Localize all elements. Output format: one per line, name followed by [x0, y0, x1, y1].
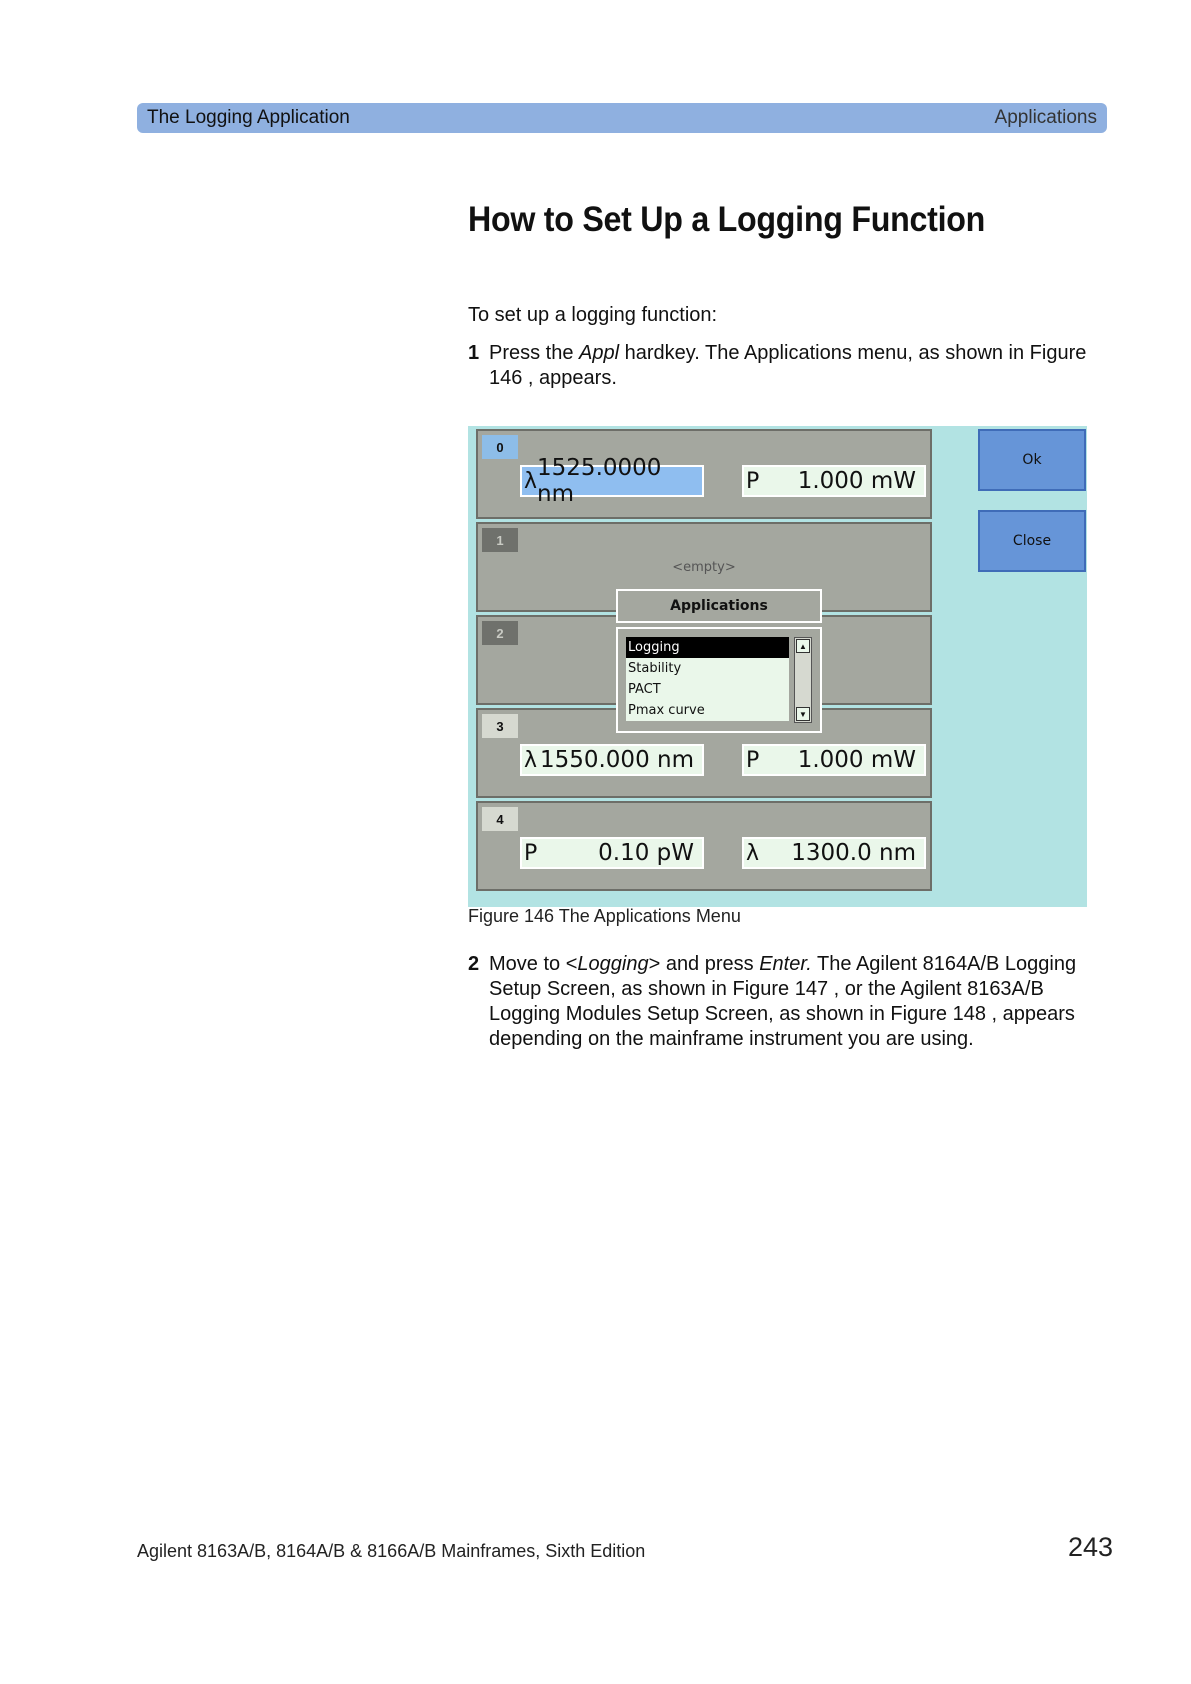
running-header: [137, 103, 1107, 133]
page-title: How to Set Up a Logging Function: [468, 200, 986, 239]
step-2: 2 Move to <Logging> and press Enter. The Agilent 8164A/B Logging Setup Screen, as shown in Figure 147 , or the Agilent 8163A/B Logging Modules Setup Screen, as shown in Figure 148 , appears depending on the mainframe instrument you are using.: [468, 953, 1077, 1050]
applications-dialog-title: Applications: [616, 589, 822, 623]
list-item-logging[interactable]: Logging: [626, 637, 789, 658]
channel-4-panel: [476, 801, 932, 891]
list-item-pact[interactable]: PACT: [628, 682, 661, 697]
section-title: The Logging Application: [147, 107, 350, 128]
close-button[interactable]: Close: [978, 510, 1086, 572]
channel-tab[interactable]: 4: [482, 807, 518, 831]
wavelength-display[interactable]: λ 1300.0 nm: [742, 837, 926, 869]
page-number: 243: [1067, 1532, 1113, 1562]
channel-tab[interactable]: 3: [482, 714, 518, 738]
applications-dialog: [616, 627, 822, 733]
wavelength-display[interactable]: λ 1550.000 nm: [520, 744, 704, 776]
step-number: 2: [468, 953, 480, 975]
scroll-up-icon[interactable]: ▲: [796, 639, 810, 653]
step-number: 1: [468, 342, 480, 364]
power-display[interactable]: P 1.000 mW: [742, 744, 926, 776]
power-display[interactable]: P 0.10 pW: [520, 837, 704, 869]
list-item-stability[interactable]: Stability: [628, 661, 682, 676]
channel-tab[interactable]: 2: [482, 621, 518, 645]
applications-list[interactable]: [626, 637, 789, 721]
list-scrollbar[interactable]: [794, 637, 812, 723]
scroll-down-icon[interactable]: ▼: [796, 707, 810, 721]
chapter-title: Applications: [994, 107, 1097, 128]
figure-caption: Figure 146 The Applications Menu: [468, 906, 741, 926]
channel-0-panel: [476, 429, 932, 519]
empty-slot-label: <empty>: [672, 560, 736, 575]
footer-text: Agilent 8163A/B, 8164A/B & 8166A/B Mainframes, Sixth Edition: [137, 1541, 646, 1561]
channel-tab[interactable]: 1: [482, 528, 518, 552]
ok-button[interactable]: Ok: [978, 429, 1086, 491]
power-display[interactable]: P 1.000 mW: [742, 465, 926, 497]
step-1: 1 Press the Appl hardkey. The Applications menu, as shown in Figure 146 , appears.: [468, 342, 1087, 389]
applications-menu-screenshot: [468, 426, 1087, 907]
wavelength-display[interactable]: λ 1525.0000 nm: [520, 465, 704, 497]
intro-text: To set up a logging function:: [468, 304, 718, 326]
list-item-pmax-curve[interactable]: Pmax curve: [628, 703, 705, 718]
channel-tab[interactable]: 0: [482, 435, 518, 459]
